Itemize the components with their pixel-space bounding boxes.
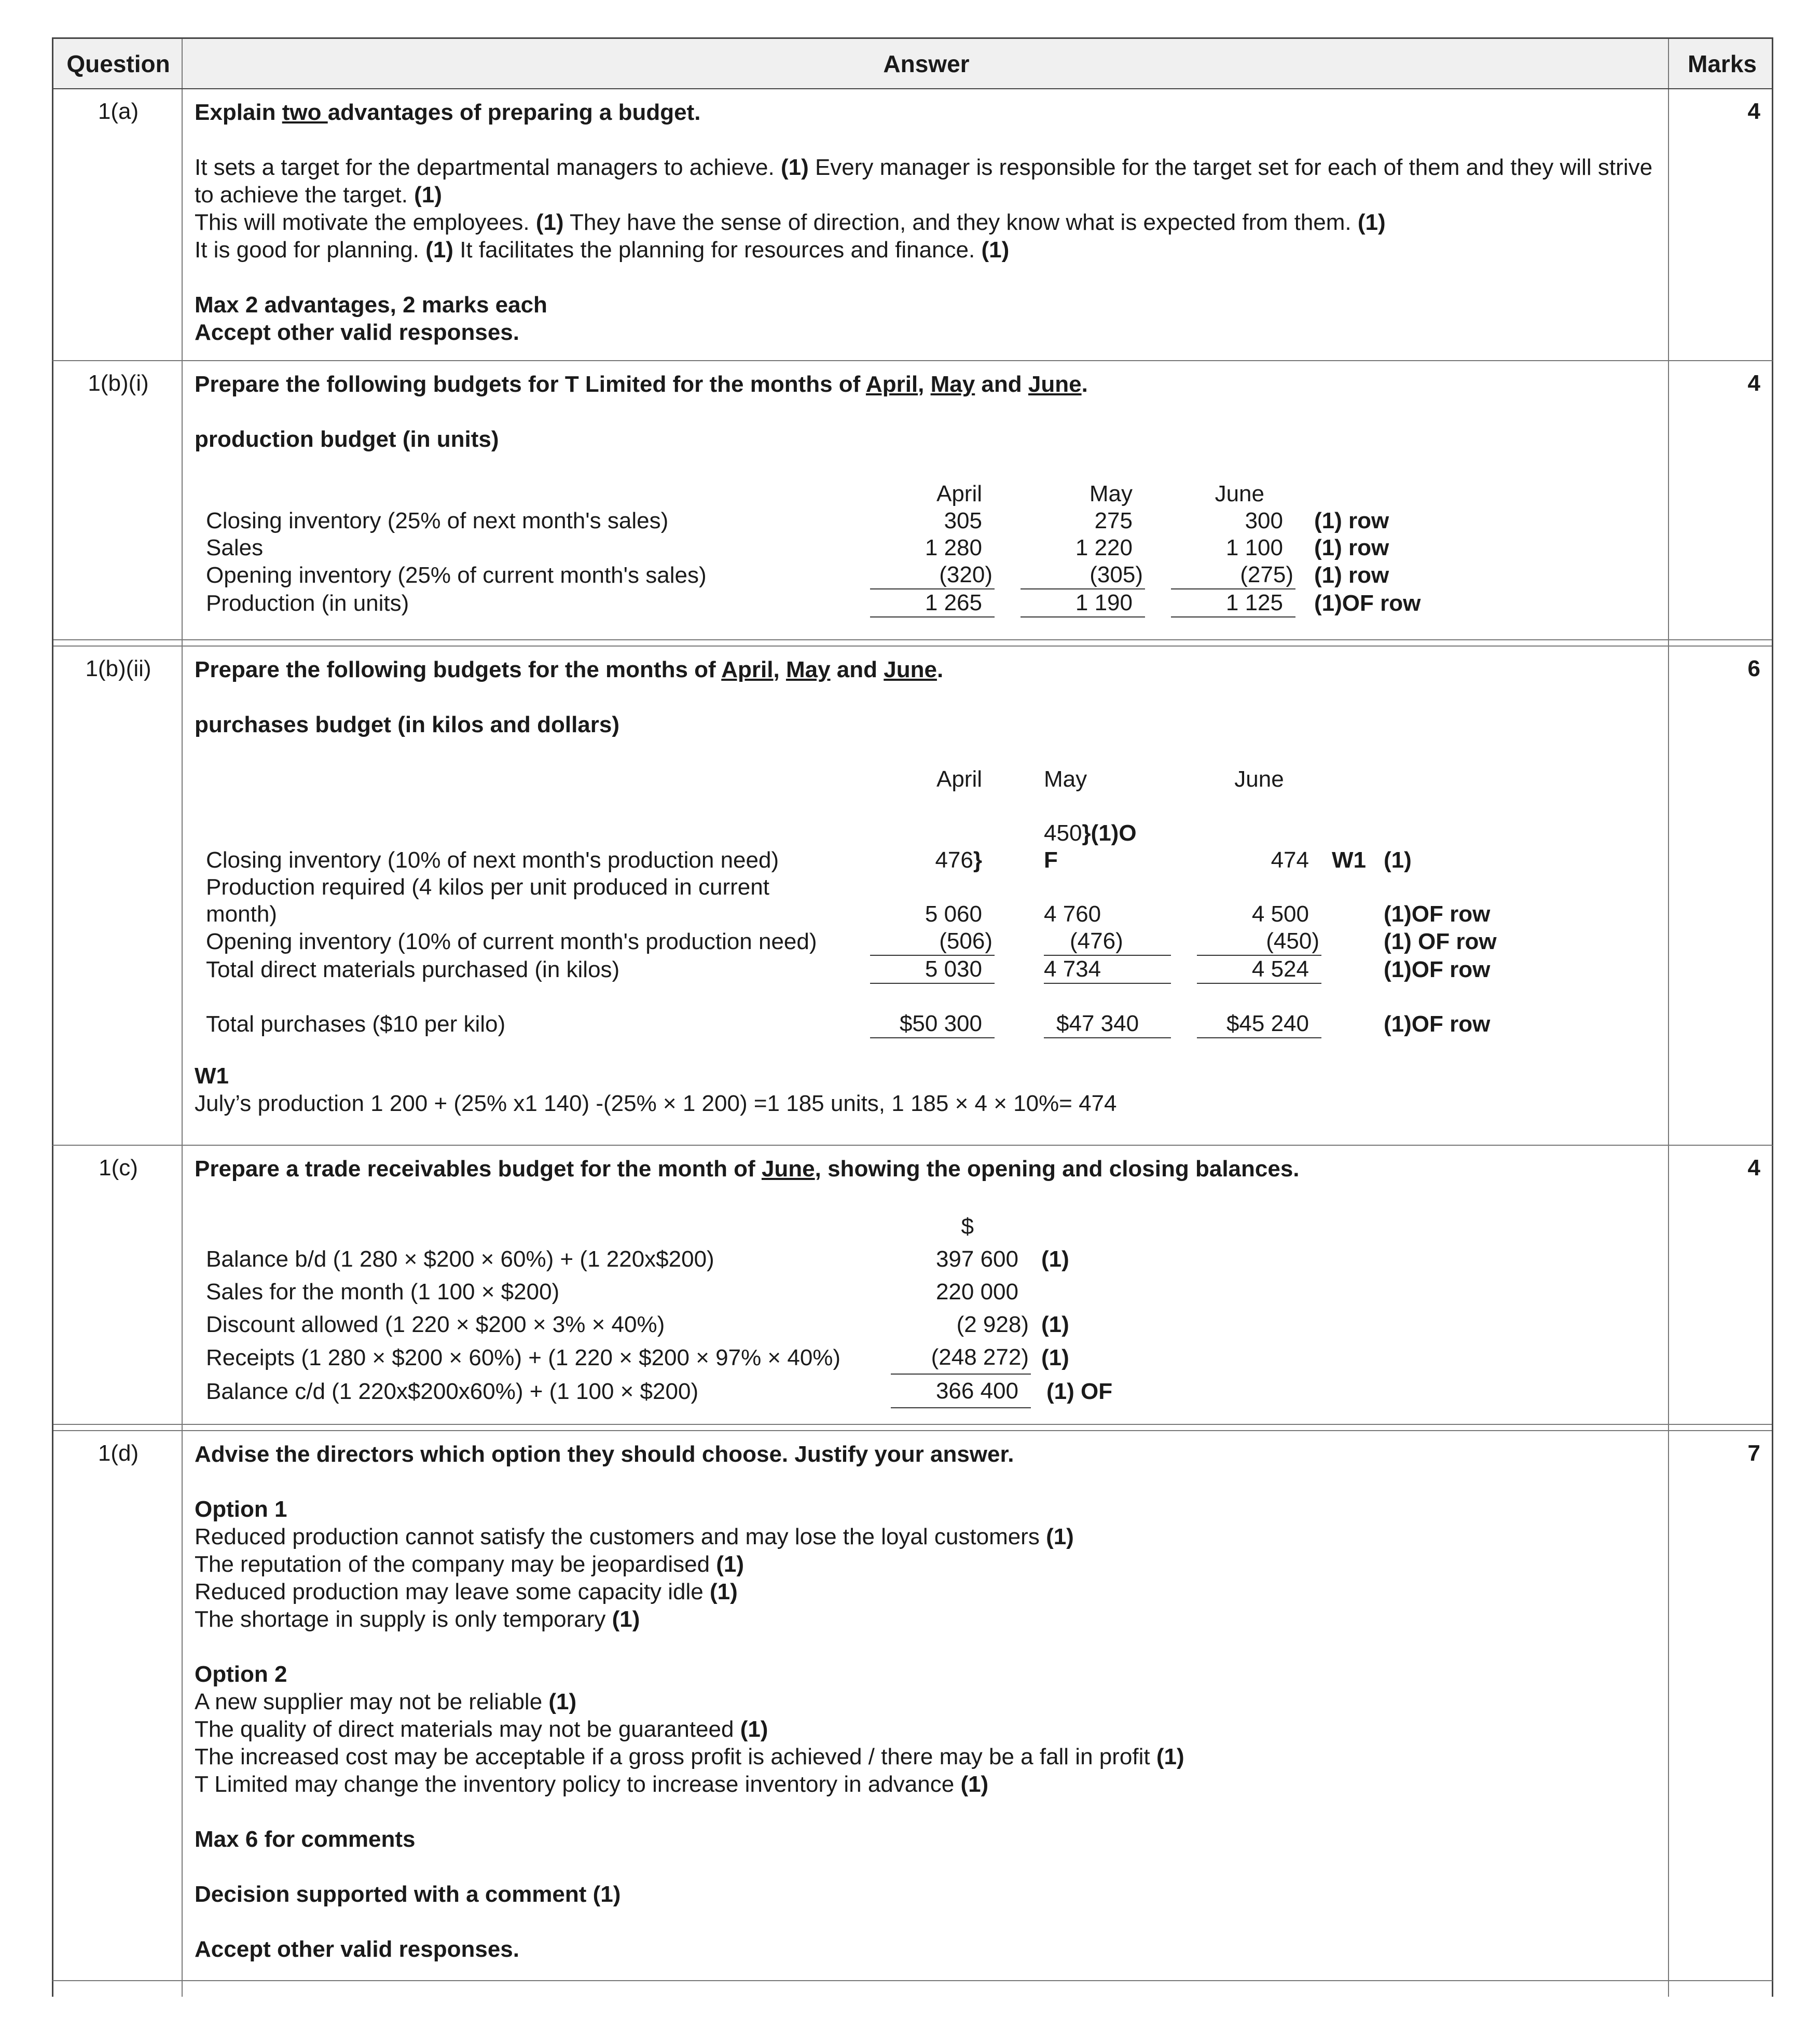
option-title: Option 1: [195, 1497, 287, 1522]
working-title: W1: [195, 1063, 229, 1089]
table-continuation: [52, 1981, 1773, 1997]
purchases-budget-table: [206, 766, 1519, 1038]
production-budget-table: [206, 481, 1425, 617]
month-label: June: [1234, 766, 1284, 792]
month-label: May: [1044, 766, 1087, 792]
working-text: July’s production 1 200 + (25% x1 140) -(25% × 1 200) =1 185 units, 1 185 × 4 × 10%= 474: [195, 1091, 1117, 1116]
answer-cell: [195, 361, 1655, 617]
row-1d: [52, 1431, 1773, 1981]
answer-cell: [195, 1146, 1655, 1408]
budget-subtitle: purchases budget (in kilos and dollars): [195, 712, 620, 737]
question-prompt: Prepare the following budgets for T Limited for the months of April, May and June.: [195, 372, 1088, 397]
answer-point: This will motivate the employees. (1) They have the sense of direction, and they know what is expected from them. (1): [195, 210, 1386, 235]
answer-point: Reduced production may leave some capacity idle (1): [195, 1579, 738, 1604]
question-prompt: Advise the directors which option they should choose. Justify your answer.: [195, 1442, 1014, 1467]
table-row-total: Total purchases ($10 per kilo) $50 300 $47 340 $45 240 (1)OF row: [206, 1011, 1491, 1037]
row-1bi: [52, 361, 1773, 647]
marking-note: Decision supported with a comment (1): [195, 1882, 621, 1907]
row-1bii: [52, 647, 1773, 1146]
table-row-total: Total direct materials purchased (in kilos) 5 030 4 734 4 524 (1)OF row: [206, 956, 1491, 982]
receivables-budget-table: [206, 1210, 1135, 1408]
row-1a: [52, 89, 1773, 361]
answer-point: The shortage in supply is only temporary (1): [195, 1607, 640, 1632]
header-question: Question: [66, 50, 170, 77]
table-row: Discount allowed (1 220 × $200 × 3% × 40%) (2 928) (1): [206, 1312, 1069, 1337]
question-number: 1(d): [98, 1440, 139, 1466]
header-marks: Marks: [1688, 50, 1757, 77]
currency-header-row: [206, 1210, 1135, 1243]
question-prompt: Prepare a trade receivables budget for the month of June, showing the opening and closing balances.: [195, 1156, 1300, 1182]
currency-label: $: [961, 1214, 974, 1239]
marks-value: 6: [1747, 656, 1760, 681]
question-number: 1(b)(i): [88, 370, 149, 396]
marking-note: Max 2 advantages, 2 marks each: [195, 292, 547, 318]
answer-point: A new supplier may not be reliable (1): [195, 1689, 577, 1714]
table-row: Sales 1 280 1 220 1 100 (1) row: [206, 535, 1389, 560]
answer-point: Reduced production cannot satisfy the customers and may lose the loyal customers (1): [195, 1524, 1074, 1549]
marks-value: 4: [1747, 99, 1760, 124]
table-row: Closing inventory (10% of next month's production need) 476} F 474 W1 (1): [206, 847, 1412, 873]
month-label: April: [936, 766, 982, 792]
table-row-total: Balance c/d (1 220x$200x60%) + (1 100 × $200) 366 400 (1) OF: [206, 1374, 1135, 1408]
answer-cell: [195, 89, 1655, 346]
question-number: 1(c): [99, 1155, 138, 1180]
table-row: Production required (4 kilos per unit produced in current: [206, 874, 769, 900]
table-row: Opening inventory (10% of current month's production need) (506) (476) (450) (1) OF row: [206, 928, 1497, 954]
question-prompt: Prepare the following budgets for the months of April, May and June.: [195, 657, 944, 682]
table-row: month) 5 060 4 760 4 500 (1)OF row: [206, 901, 1491, 927]
answer-point: The quality of direct materials may not be guaranteed (1): [195, 1717, 768, 1742]
header-answer: Answer: [883, 50, 970, 77]
question-number: 1(b)(ii): [85, 656, 151, 681]
answer-point: It sets a target for the departmental managers to achieve. (1) Every manager is responsible for the target set for each of them and they will strive to achieve the target. (1): [195, 155, 1653, 208]
budget-subtitle: production budget (in units): [195, 427, 499, 452]
answer-point: It is good for planning. (1) It facilitates the planning for resources and finance. (1): [195, 237, 1010, 263]
marks-value: 4: [1747, 370, 1760, 396]
table-row: Receipts (1 280 × $200 × 60%) + (1 220 × $200 × 97% × 40%) (248 272) (1): [206, 1341, 1135, 1374]
answer-point: The reputation of the company may be jeopardised (1): [195, 1552, 744, 1577]
month-label: May: [1089, 481, 1133, 506]
answer-cell: [195, 1431, 1655, 1963]
marking-note: Max 6 for comments: [195, 1827, 416, 1852]
mark-scheme-table: [52, 37, 1773, 1997]
month-header-row: [206, 766, 1519, 793]
marking-note: Accept other valid responses.: [195, 1937, 519, 1962]
marks-value: 7: [1747, 1440, 1760, 1466]
option-title: Option 2: [195, 1662, 287, 1687]
table-row: Closing inventory (25% of next month's sales) 305 275 300 (1) row: [206, 508, 1389, 533]
answer-point: T Limited may change the inventory policy to increase inventory in advance (1): [195, 1772, 989, 1797]
table-row: Sales for the month (1 100 × $200) 220 000: [206, 1279, 1018, 1305]
table-row-total: Production (in units) 1 265 1 190 1 125 (1)OF row: [206, 590, 1421, 616]
answer-point: The increased cost may be acceptable if a gross profit is achieved / there may be a fall in profit (1): [195, 1744, 1184, 1769]
marks-value: 4: [1747, 1155, 1760, 1180]
month-header-row: [206, 481, 1425, 507]
month-label: April: [936, 481, 982, 506]
question-prompt: Explain two advantages of preparing a budget.: [195, 100, 701, 125]
table-row: 450}(1)O: [1044, 820, 1137, 846]
row-1c: [52, 1146, 1773, 1431]
month-label: June: [1215, 481, 1264, 506]
table-header: [52, 37, 1773, 89]
table-row: Balance b/d (1 280 × $200 × 60%) + (1 220x$200) 397 600 (1): [206, 1246, 1069, 1272]
marking-note: Accept other valid responses.: [195, 320, 519, 345]
answer-cell: [195, 647, 1655, 1117]
question-number: 1(a): [98, 99, 139, 124]
table-row: Opening inventory (25% of current month's sales) (320) (305) (275) (1) row: [206, 562, 1389, 588]
